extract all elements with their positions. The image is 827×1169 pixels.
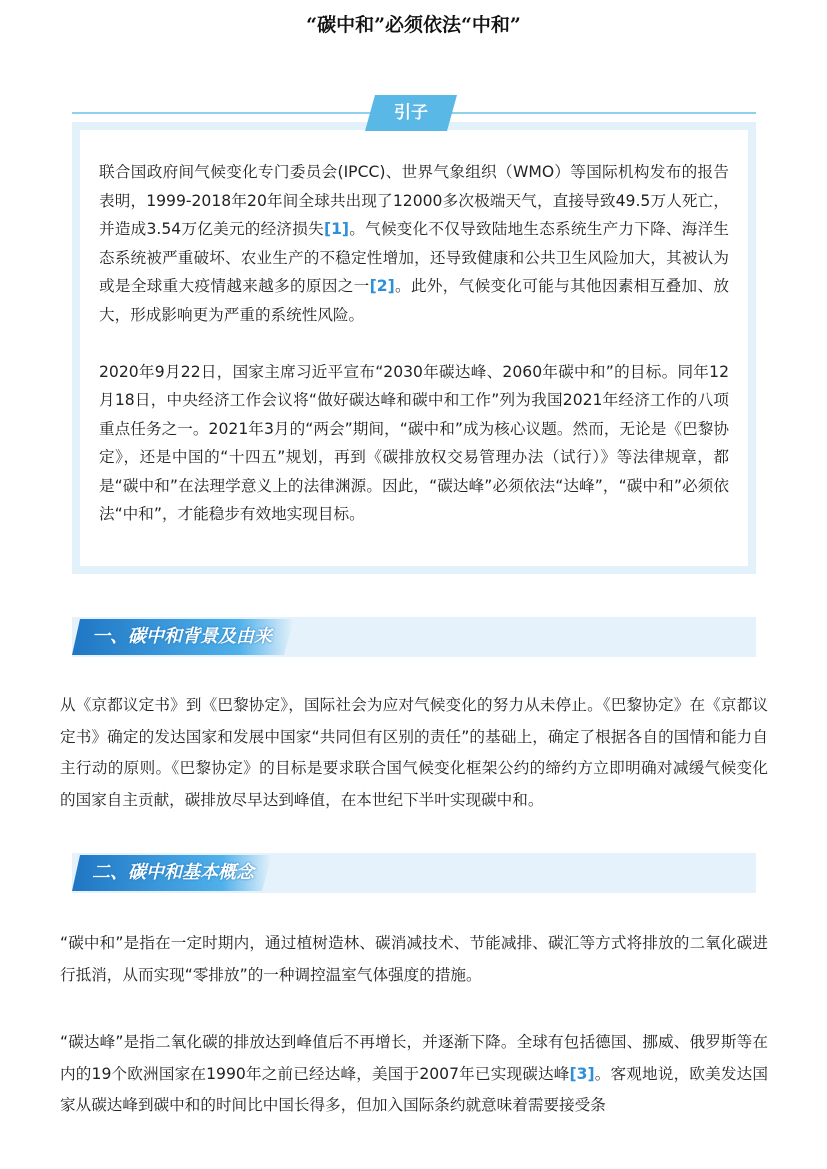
section-2-body-1 (60, 928, 768, 991)
intro-p1-text-2: 。气候变化不仅导致陆地生态系统生产力下降、海洋生态系统被严重破坏、农业生产的不稳定性增加，还导致健康和公共卫生风险加大，其被认为或是全球重大疫情越来越多的原因之一 (99, 220, 729, 295)
reference-link-1[interactable]: [1] (323, 220, 350, 238)
section-1-heading: 一、碳中和背景及由来 (92, 626, 272, 647)
reference-link-3[interactable]: [3] (569, 1064, 595, 1083)
section-1-paragraph: 从《京都议定书》到《巴黎协定》，国际社会为应对气候变化的努力从未停止。《巴黎协定》在《京都议定书》确定的发达国家和发展中国家“共同但有区别的责任”的基础上，确定了根据各自的国情和能力自主行动的原则。《巴黎协定》的目标是要求联合国气候变化框架公约的缔约方立即明确对减缓气候变化的国家自主贡献，碳排放尽早达到峰值，在本世纪下半叶实现碳中和。 (60, 696, 768, 809)
section-1-header (72, 617, 756, 657)
intro-paragraph-1 (99, 158, 729, 329)
section-2-paragraph-1: “碳中和”是指在一定时期内，通过植树造林、碳消减技术、节能减排、碳汇等方式将排放的二氧化碳进行抵消，从而实现“零排放”的一种调控温室气体强度的措施。 (60, 934, 768, 984)
section-2-paragraph-2 (60, 1027, 768, 1122)
intro-paragraph-2: 2020年9月22日，国家主席习近平宣布“2030年碳达峰、2060年碳中和”的目标。同年12月18日，中央经济工作会议将“做好碳达峰和碳中和工作”列为我国2021年经济工作的八项重点任务之一。2021年3月的“两会”期间，“碳中和”成为核心议题。然而，无论是《巴黎协定》，还是中国的“十四五”规划，再到《碳排放权交易管理办法（试行）》等法律规章，都是“碳中和”在法理学意义上的法律渊源。因此，“碳达峰”必须依法“达峰”，“碳中和”必须依法“中和”，才能稳步有效地实现目标。 (99, 362, 729, 523)
section-2-p2-text-1: “碳达峰”是指二氧化碳的排放达到峰值后不再增长，并逐渐下降。全球有包括德国、挪威、俄罗斯等在内的19个欧洲国家在1990年之前已经达峰，美国于2007年已实现碳达峰 (60, 1033, 768, 1083)
intro-p1-text-1: 联合国政府间气候变化专门委员会(IPCC)、世界气象组织（WMO）等国际机构发布的报告表明，1999-2018年20年间全球共出现了12000多次极端天气，直接导致49.5万人死亡，并造成3.54万亿美元的经济损失 (99, 163, 729, 238)
intro-text (99, 158, 729, 529)
intro-p1-text-3: 。此外，气候变化可能与其他因素相互叠加、放大，形成影响更为严重的系统性风险。 (99, 277, 729, 324)
intro-badge (365, 95, 457, 131)
section-2-body-2 (60, 1027, 768, 1122)
section-2-heading: 二、碳中和基本概念 (92, 862, 254, 883)
section-1-body (60, 690, 768, 816)
intro-box (72, 122, 756, 574)
section-2-p2-text-2: 。客观地说，欧美发达国家从碳达峰到碳中和的时间比中国长得多，但加入国际条约就意味着需要接受条 (60, 1064, 768, 1114)
document-title: “碳中和”必须依法“中和” (306, 14, 521, 36)
intro-inner (80, 130, 748, 566)
section-2-header (72, 853, 756, 893)
reference-link-2[interactable]: [2] (369, 277, 395, 295)
intro-badge-label: 引子 (394, 103, 428, 123)
